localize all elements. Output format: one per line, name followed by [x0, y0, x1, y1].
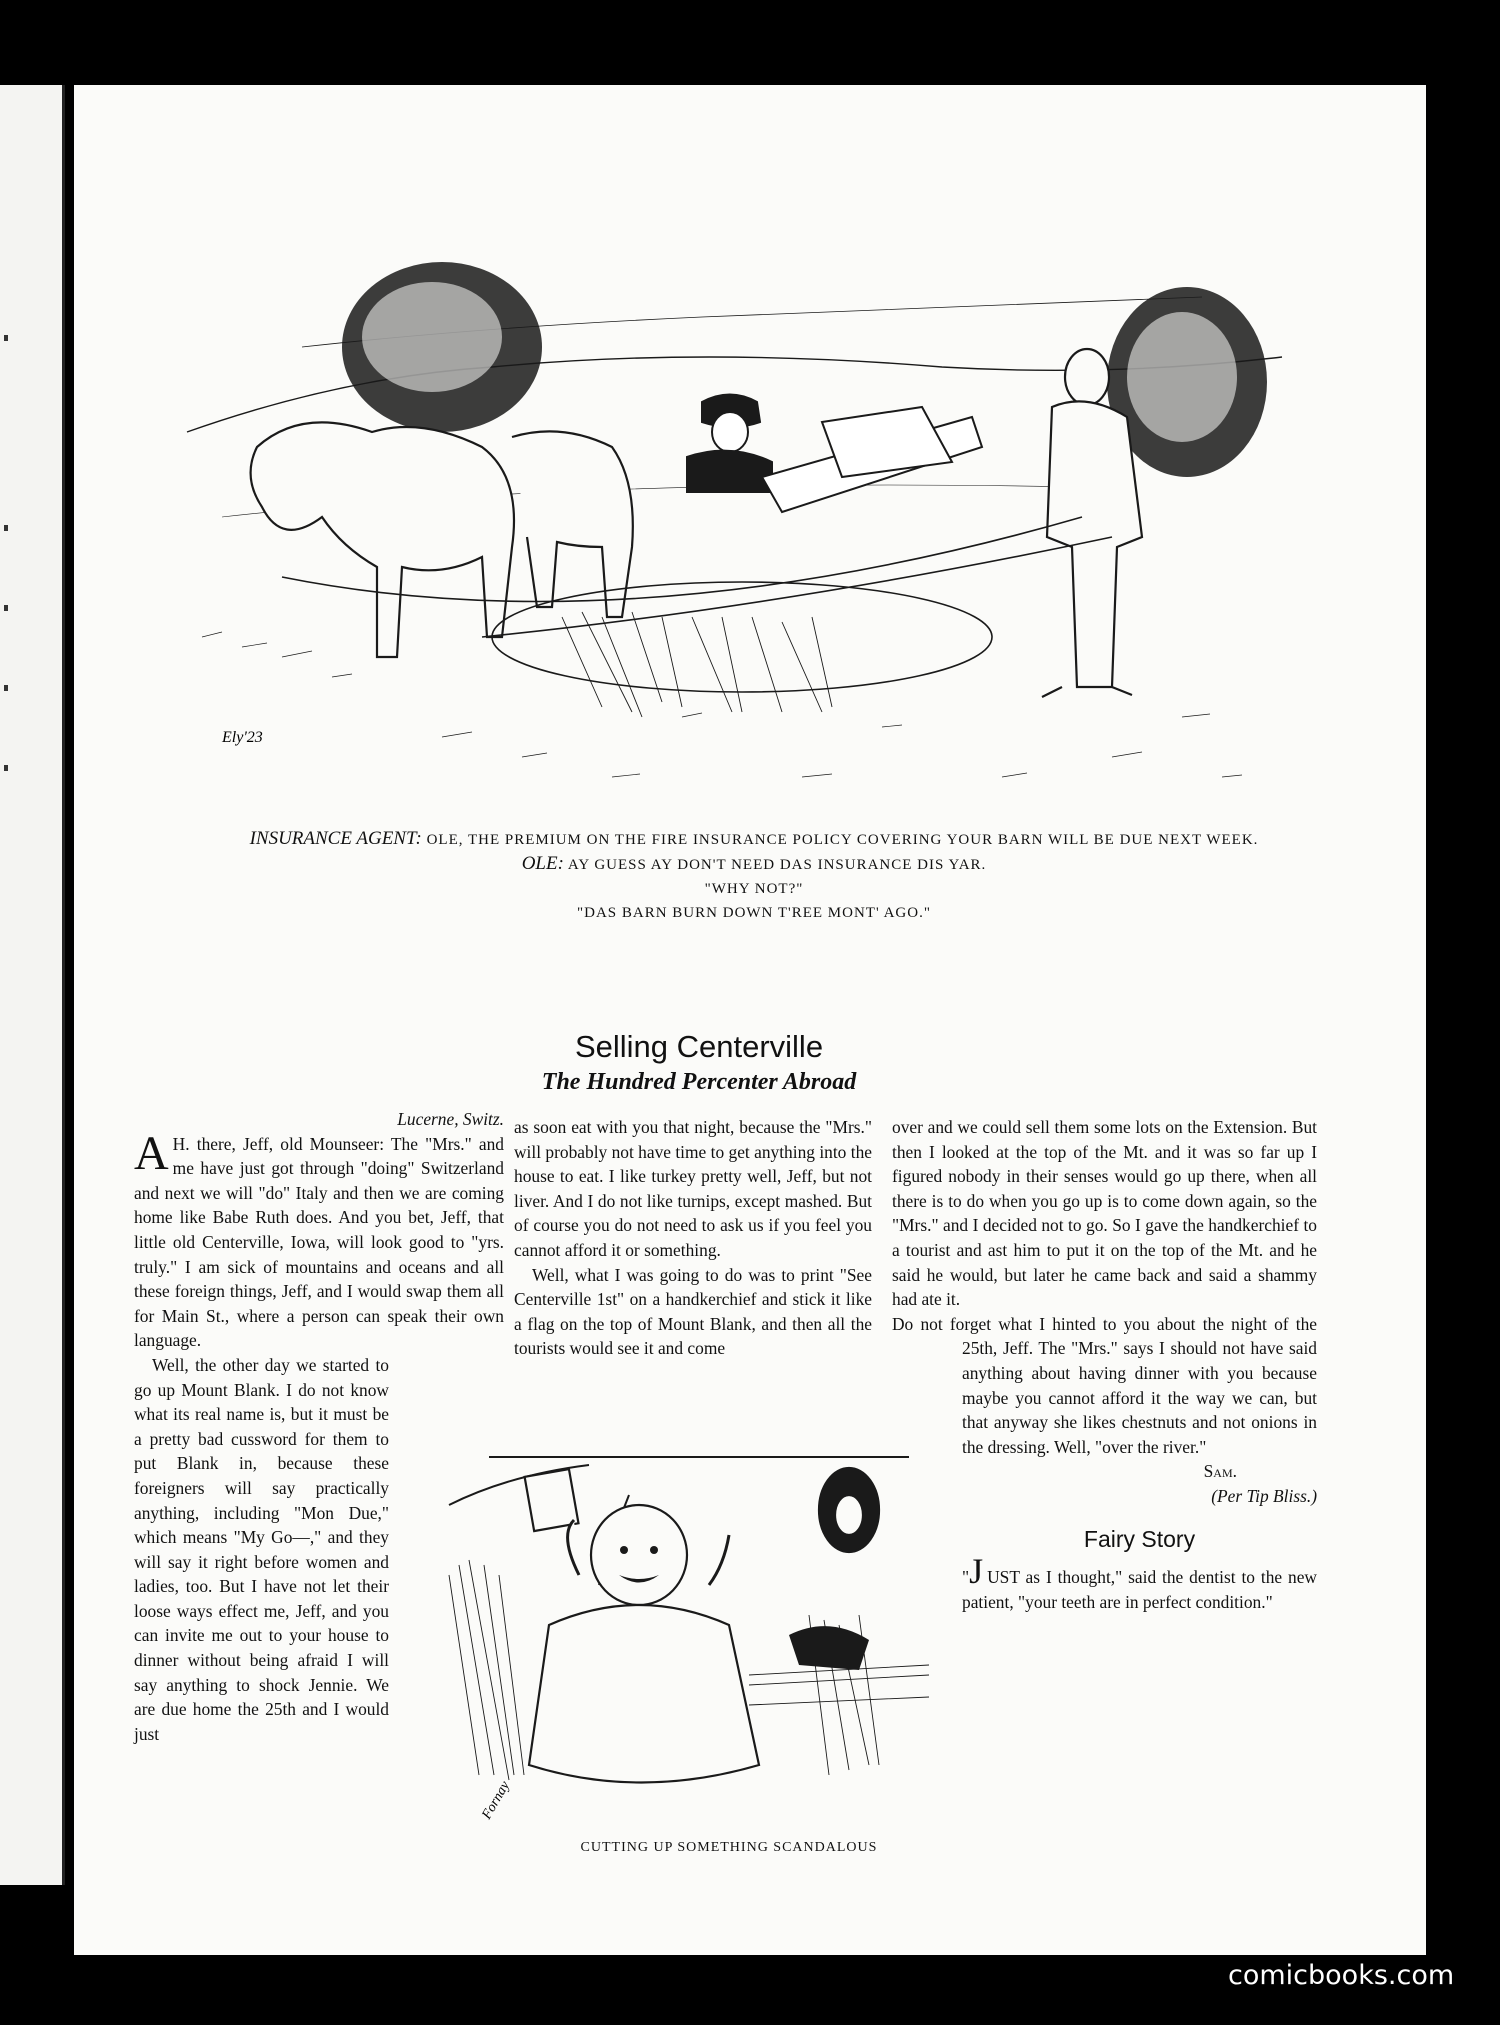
paragraph-text: Well, the other day we started to go up Mount Blank. I do not know what its real name is, but it must be a pretty bad cussword for them to put Blank in, because these foreigners will say practically anything, including "Mon Due," which means "My Go—," and they will say it right before women and ladies, too. But I have not let their loose ways effect me, Jeff, and you can invite me out to your house to dinner without being afraid I will say anything to shock Jennie. We are due home the 25th and I would just [134, 1354, 389, 1744]
salutation: H. there, Jeff, old Mounseer: [172, 1133, 385, 1154]
facing-page-edge [0, 85, 65, 1885]
farm-cartoon-illustration [182, 217, 1292, 827]
drop-cap: J [969, 1551, 984, 1592]
fairy-story-title: Fairy Story [1083, 1525, 1196, 1552]
farm-cartoon-caption [154, 827, 1354, 925]
dateline: Lucerne, Switz. [397, 1109, 504, 1129]
letter-signature: Sam. [1203, 1461, 1237, 1482]
paragraph-text: Do not forget what I hinted to you about the night of the 25th, Jeff. The "Mrs." says I should not have said anything about having dinner with you because maybe you cannot afford it the way we can, but that anyway she likes chestnuts and not onions in the dressing. Well, "over the river." [892, 1313, 1317, 1457]
caption-speaker: INSURANCE AGENT: [249, 828, 422, 849]
article-column-3 [892, 1115, 1317, 1614]
article-column-2 [514, 1115, 872, 1361]
page-number: 13 [1212, 222, 1242, 255]
magazine-page [74, 85, 1426, 1955]
page-mark [4, 765, 8, 771]
watermark-text: comicbooks.com [1228, 1960, 1455, 1991]
open-quote: " [962, 1567, 970, 1588]
caption-line [154, 901, 1354, 925]
page-mark [4, 685, 8, 691]
opening-paragraph [134, 1126, 504, 1353]
paragraph-text: UST as I thought," said the dentist to the new patient, "your teeth are in perfect condition." [962, 1567, 1317, 1612]
artist-signature: Ely'23 [222, 729, 263, 746]
caption-line [154, 877, 1354, 901]
paragraph-closing [892, 1312, 1317, 1460]
page-mark [4, 605, 8, 611]
paragraph-text: Well, what I was going to do was to print "See Centerville 1st" on a handkerchief and stick it like a flag on the top of Mount Blank, and then all the tourists would see it and come [514, 1264, 872, 1359]
butcher-cartoon-caption: CUTTING UP SOMETHING SCANDALOUS [580, 1840, 878, 1855]
caption-line [154, 827, 1354, 852]
caption-line [154, 852, 1354, 877]
page-mark [4, 335, 8, 341]
caption-text: OLE, THE PREMIUM ON THE FIRE INSURANCE POLICY COVERING YOUR BARN WILL BE DUE NEXT WEEK. [426, 832, 1259, 848]
caption-speaker: OLE: [521, 853, 564, 874]
letter-credit: (Per Tip Bliss.) [1211, 1485, 1317, 1506]
caption-text: "WHY NOT?" [704, 881, 804, 897]
paragraph-text: as soon eat with you that night, because the "Mrs." will probably not have time to get anything into the house to eat. I like turkey pretty well, Jeff, but not liver. And I do not like turnips, except mashed. But of course you do not need to ask us if you feel you cannot afford it or something. [514, 1117, 872, 1260]
page-mark [4, 525, 8, 531]
paragraph-text: The "Mrs." and me have just got through "doing" Switzerland and next we will "do" Italy and then we are coming home like Babe Ruth does. And you bet, Jeff, that little old Centerville, Iowa, will look good to "yrs. truly." I am sick of mountains and oceans and all these foreign things, Jeff, and I would swap them all for Main St., where a person can speak their own language. [134, 1133, 504, 1351]
caption-text: "DAS BARN BURN DOWN T'REE MONT' AGO." [577, 905, 931, 921]
article-title: Selling Centerville [574, 1029, 824, 1064]
drop-cap: A [134, 1126, 169, 1180]
paragraph-text: over and we could sell them some lots on the Extension. But then I looked at the top of the Mt. and it was so far up I figured nobody in their senses would go up there, when all there is to do when you go up is to come down again, so the "Mrs." and I decided not to go. So I gave the handkerchief to a tourist and ast him to put it on the top of the Mt. and he said he would, but later he came back and said a shammy had ate it. [892, 1117, 1317, 1310]
fairy-story-text [962, 1551, 1317, 1614]
caption-text: AY GUESS AY DON'T NEED DAS INSURANCE DIS YAR. [567, 857, 987, 873]
article-subtitle: The Hundred Percenter Abroad [541, 1069, 857, 1095]
artist-signature: Fornay [479, 1778, 514, 1822]
